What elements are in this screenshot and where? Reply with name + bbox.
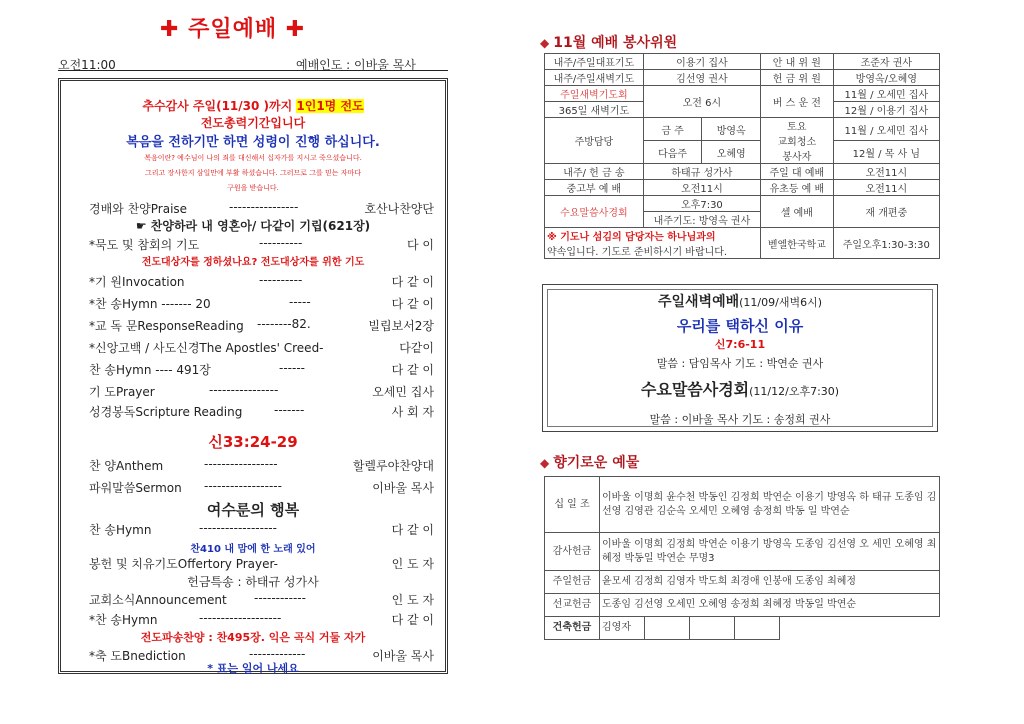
dawn-sermon-title: 우리를 택하신 이유 xyxy=(676,317,804,335)
offering-row: 봉헌 및 치유기도Offertory Prayer- 인 도 자 xyxy=(89,557,434,571)
offerings-heading: ◆ 향기로운 예물 xyxy=(540,455,640,471)
volunteers-table xyxy=(544,53,940,259)
gospel-text-3: 구원을 받습니다. xyxy=(227,184,279,192)
anthem-row: 찬 양Anthem ----------------- 할렐루야찬양대 xyxy=(89,457,434,473)
vol-cell: 금 주 xyxy=(643,118,702,141)
vol-note-cell: ※ 기도나 섬김의 담당자는 하나님과의 약속입니다. 기도로 준비하시기 바랍니다. xyxy=(545,228,761,259)
vol-cell: 12월 / 이용기 집사 xyxy=(833,102,939,118)
vol-cell: 오전11시 xyxy=(643,180,760,196)
vol-cell: 셀 예배 xyxy=(761,196,834,228)
order-of-worship xyxy=(58,78,448,674)
offering-names: 이바울 이명희 김정희 박연순 이용기 방영옥 도종임 김선영 오 세민 오혜영 최혜정 박동일 박연순 무명3 xyxy=(600,533,940,571)
vol-cell: 주일새벽기도회 xyxy=(545,86,644,102)
vol-cell: 하태규 성가사 xyxy=(643,164,760,180)
prayer-note: 전도대상자를 정하셨나요? 전도대상자를 위한 기도 xyxy=(141,257,365,268)
vol-cell: 버 스 운 전 xyxy=(761,86,834,118)
service-leader: 예배인도 : 이바울 목사 xyxy=(296,58,416,72)
offering-label: 주일헌금 xyxy=(545,571,600,594)
praise-song: ☛ 찬양하라 내 영혼아/ 다같이 기립(621장) xyxy=(135,219,371,233)
sermon-title: 여수룬의 행복 xyxy=(206,501,300,519)
announcement-row: 교회소식Announcement ------------ 인 도 자 xyxy=(89,591,434,607)
vol-cell: 오혜영 xyxy=(702,141,761,164)
wednesday-people: 말씀 : 이바울 목사 기도 : 송정희 권사 xyxy=(649,413,831,426)
hymn-2-row: 찬 송Hymn ---- 491장 ------ 다 같 이 xyxy=(89,361,434,377)
prayer-leader-row: 기 도Prayer ---------------- 오세민 집사 xyxy=(89,383,434,399)
vol-cell: 내주기도: 방영옥 권사 xyxy=(643,212,760,228)
vol-cell: 방영옥/오혜영 xyxy=(833,70,939,86)
offering-names: 김영자 xyxy=(600,617,645,640)
vol-cell: 오전11시 xyxy=(833,164,939,180)
offerings-table xyxy=(544,476,940,640)
vol-cell: 11월 / 오세민 집사 xyxy=(833,86,939,102)
scripture-reference: 신33:24-29 xyxy=(208,433,298,451)
vol-cell: 오전 6시 xyxy=(643,86,760,118)
offering-label: 선교헌금 xyxy=(545,594,600,617)
offering-label: 건축헌금 xyxy=(545,617,600,640)
dawn-reference: 신7:6-11 xyxy=(714,338,766,351)
service-time: 오전11:00 xyxy=(58,58,116,72)
vol-cell: 김선영 권사 xyxy=(643,70,760,86)
vol-cell: 오전11시 xyxy=(833,180,939,196)
offering-label: 감사헌금 xyxy=(545,533,600,571)
hymn-3-song: 찬410 내 맘에 한 노래 있어 xyxy=(190,544,316,555)
sermon-row: 파워말씀Sermon ------------------ 이바울 목사 xyxy=(89,479,434,495)
vol-cell: 주방담당 xyxy=(545,118,644,164)
prayer-row: *묵도 및 참회의 기도 ---------- 다 이 xyxy=(89,236,434,252)
gospel-text-1: 복음이란? 예수님이 나의 죄를 대신해서 십자가를 지시고 죽으셨습니다. xyxy=(144,154,362,162)
campaign-line-2: 전도총력기간입니다 xyxy=(200,116,306,130)
header-divider xyxy=(58,70,448,71)
vol-cell: 수요말씀사경회 xyxy=(545,196,644,228)
vol-cell: 12월 / 목 사 님 xyxy=(833,141,939,164)
vol-cell: 11월 / 오세민 집사 xyxy=(833,118,939,141)
reading-row: *교 독 문ResponseReading --------82. 빌립보서2장 xyxy=(89,317,434,333)
services-box xyxy=(542,284,938,432)
vol-cell: 중고부 예 배 xyxy=(545,180,644,196)
drop-icon: ◆ xyxy=(540,456,550,470)
vol-cell: 오후7:30 xyxy=(643,196,760,212)
empty-cell xyxy=(690,617,735,640)
footer-note: * 표는 일어 나세요 xyxy=(207,662,299,675)
hymn-4-row: *찬 송Hymn ------------------- 다 같 이 xyxy=(89,611,434,627)
invocation-row: *기 원Invocation ---------- 다 같 이 xyxy=(89,273,434,289)
vol-cell: 안 내 위 원 xyxy=(761,54,834,70)
drop-icon: ◆ xyxy=(540,36,550,50)
vol-cell: 재 개편중 xyxy=(833,196,939,228)
vol-cell: 주일오후1:30-3:30 xyxy=(833,228,939,259)
scripture-row: 성경봉독Scripture Reading ------- 사 회 자 xyxy=(89,403,434,419)
hymn-3-row: 찬 송Hymn ------------------ 다 같 이 xyxy=(89,521,434,537)
wednesday-service-title: 수요말씀사경회(11/12/오후7:30) xyxy=(640,380,840,399)
page-title: ✚ 주일예배 ✚ xyxy=(160,17,306,42)
offering-label: 십 일 조 xyxy=(545,477,600,533)
mission-song: 전도파송찬양 : 찬495장. 익은 곡식 거둘 자가 xyxy=(140,631,366,644)
empty-cell xyxy=(735,617,780,640)
volunteers-heading: ◆ 11월 예배 봉사위원 xyxy=(540,35,678,51)
vol-cell: 유초등 예 배 xyxy=(761,180,834,196)
benediction-row: *축 도Bnediction ------------- 이바울 목사 xyxy=(89,647,434,663)
dawn-people: 말씀 : 담임목사 기도 : 박연순 권사 xyxy=(656,357,824,370)
hymn-1-row: *찬 송Hymn ------- 20 ----- 다 같 이 xyxy=(89,295,434,311)
vol-cell: 벧엘한국학교 xyxy=(761,228,834,259)
vol-cell: 토요 교회청소 봉사자 xyxy=(761,118,834,164)
gospel-text-2: 그리고 장사한지 삼일만에 부활 하셨습니다. 그러므로 그를 믿는 자마다 xyxy=(144,169,362,177)
praise-row: 경배와 찬양Praise ---------------- 호산나찬양단 xyxy=(89,200,434,216)
vol-cell: 내주/ 헌 금 송 xyxy=(545,164,644,180)
vol-cell: 주일 대 예배 xyxy=(761,164,834,180)
campaign-line-1: 추수감사 주일(11/30 )까지 1인1명 전도 xyxy=(142,99,364,113)
vol-cell: 조준자 권사 xyxy=(833,54,939,70)
vol-cell: 365일 새벽기도 xyxy=(545,102,644,118)
offering-names: 도종임 김선영 오세민 오혜영 송정희 최혜정 박동일 박연순 xyxy=(600,594,940,617)
vol-cell: 이용기 집사 xyxy=(643,54,760,70)
empty-cell xyxy=(780,617,940,640)
dawn-service-title: 주일새벽예배(11/09/새벽6시) xyxy=(657,294,823,310)
empty-cell xyxy=(645,617,690,640)
creed-row: *신앙고백 / 사도신경The Apostles' Creed- 다같이 xyxy=(89,341,434,355)
offering-names: 윤모세 김정희 김영자 박도희 최경애 인봉애 도종임 최혜정 xyxy=(600,571,940,594)
campaign-line-3: 복음을 전하기만 하면 성령이 진행 하십니다. xyxy=(126,135,380,150)
offering-names: 이바울 이명희 윤수천 박동인 김정희 박연순 이용기 방영옥 하 태규 도종임 김선영 김영관 김순옥 오세민 오혜영 송정희 박동 일 박연순 xyxy=(600,477,940,533)
offering-special: 헌금특송 : 하태규 성가사 xyxy=(187,575,319,589)
vol-cell: 헌 금 위 원 xyxy=(761,70,834,86)
vol-cell: 내주/주일새벽기도 xyxy=(545,70,644,86)
vol-cell: 내주/주일대표기도 xyxy=(545,54,644,70)
vol-cell: 다음주 xyxy=(643,141,702,164)
vol-cell: 방영옥 xyxy=(702,118,761,141)
